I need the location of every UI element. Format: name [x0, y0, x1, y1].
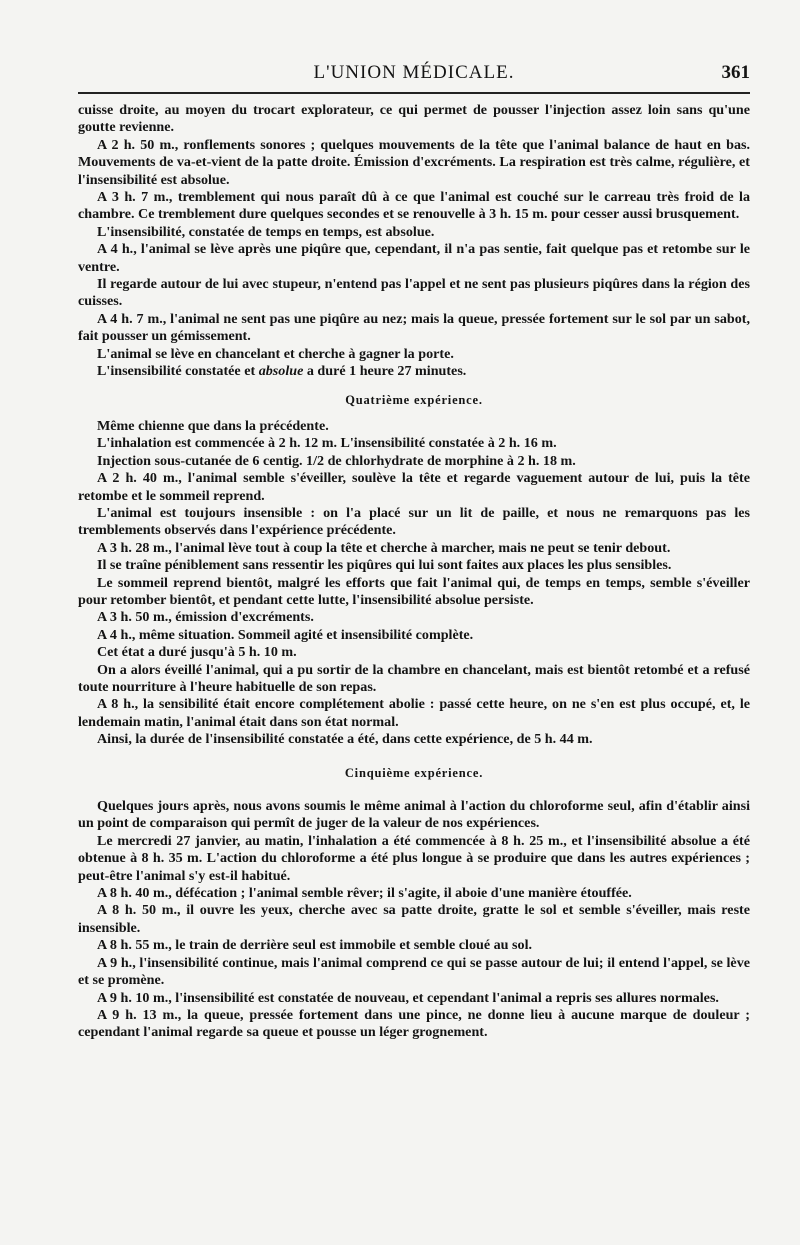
running-head	[78, 62, 750, 94]
paragraph: A 8 h. 50 m., il ouvre les yeux, cherche avec sa patte droite, gratte le sol et semble s'éveiller, mais reste insensible.	[78, 902, 750, 936]
paragraph: Injection sous-cutanée de 6 centig. 1/2 de chlorhydrate de morphine à 2 h. 18 m.	[97, 452, 576, 469]
paragraph: A 9 h. 10 m., l'insensibilité est constatée de nouveau, et cependant l'animal a repris ses allures normales.	[97, 989, 719, 1006]
emphasis: absolue	[258, 363, 304, 380]
section-heading-quatrieme: Quatrième expérience.	[345, 392, 483, 407]
paragraph: Le mercredi 27 janvier, au matin, l'inhalation a été commencée à 8 h. 25 m., et l'insensibilité absolue a été obtenue à 8 h. 35 m. L'action du chloroforme a été plus longue à se produire que dans les autres expériences ; peut-être l'animal s'y est-il habitué.	[78, 832, 750, 884]
paragraph: L'insensibilité, constatée de temps en temps, est absolue.	[97, 223, 435, 240]
paragraph: Le sommeil reprend bientôt, malgré les efforts que fait l'animal qui, de temps en temps, semble s'éveiller pour retomber bientôt, et pendant cette lutte, l'insensibilité absolue persiste.	[78, 574, 750, 608]
paragraph: L'inhalation est commencée à 2 h. 12 m. L'insensibilité constatée à 2 h. 16 m.	[97, 435, 557, 452]
paragraph: A 3 h. 7 m., tremblement qui nous paraît dû à ce que l'animal est couché sur le carreau très froid de la chambre. Ce tremblement dure quelques secondes et se renouvelle à 3 h. 15 m. pour cesser aussi brusquement.	[78, 189, 750, 223]
paragraph: A 4 h. 7 m., l'animal ne sent pas une piqûre au nez; mais la queue, pressée fortement sur le sol par un sabot, fait pousser un gémissement.	[78, 310, 750, 345]
paragraph: Il se traîne péniblement sans ressentir les piqûres qui lui sont faites aux places les plus sensibles.	[97, 557, 672, 574]
paragraph: L'animal est toujours insensible : on l'a placé sur un lit de paille, et nous ne remarquons pas les tremblements observés dans l'expérience précédente.	[78, 504, 750, 539]
journal-title: L'UNION MÉDICALE.	[313, 62, 515, 83]
paragraph: Même chienne que dans la précédente.	[97, 417, 329, 434]
paragraph: L'animal se lève en chancelant et cherche à gagner la porte.	[97, 345, 454, 362]
paragraph: A 4 h., même situation. Sommeil agité et insensibilité complète.	[97, 626, 474, 643]
text-run: L'insensibilité constatée et	[97, 363, 259, 380]
paragraph: A 8 h. 40 m., défécation ; l'animal semble rêver; il s'agite, il aboie d'une manière étouffée.	[97, 885, 632, 902]
paragraph: Ainsi, la durée de l'insensibilité constatée a été, dans cette expérience, de 5 h. 44 m.	[97, 731, 593, 748]
body-text	[78, 102, 750, 1042]
paragraph: On a alors éveillé l'animal, qui a pu sortir de la chambre en chancelant, mais est bientôt retombé et a refusé toute nourriture à l'heure habituelle de son repas.	[78, 661, 750, 695]
paragraph: A 2 h. 50 m., ronflements sonores ; quelques mouvements de la tête que l'animal balance de haut en bas. Mouvements de va-et-vient de la patte droite. Émission d'excréments. La respiration est très calme, régulière, et l'insensibilité est absolue.	[78, 136, 750, 188]
section-heading-cinquieme: Cinquième expérience.	[344, 765, 484, 780]
paragraph	[78, 363, 750, 380]
paragraph: A 9 h. 13 m., la queue, pressée fortement dans une pince, ne donne lieu à aucune marque de douleur ; cependant l'animal regarde sa queue et pousse un léger grognement.	[78, 1006, 750, 1041]
paragraph: A 3 h. 28 m., l'animal lève tout à coup la tête et cherche à marcher, mais ne peut se tenir debout.	[97, 539, 671, 556]
paragraph: A 4 h., l'animal se lève après une piqûre que, cependant, il n'a pas sentie, fait quelque pas et retombe sur le ventre.	[78, 241, 750, 275]
paragraph: Quelques jours après, nous avons soumis le même animal à l'action du chloroforme seul, afin d'établir ainsi un point de comparaison qui permît de juger de la valeur de nos expériences.	[78, 798, 750, 832]
paragraph: cuisse droite, au moyen du trocart explorateur, ce qui permet de pousser l'injection assez loin sans qu'une goutte revienne.	[78, 102, 750, 136]
paragraph: A 2 h. 40 m., l'animal semble s'éveiller, soulève la tête et regarde vaguement autour de lui, puis la tête retombe et le sommeil reprend.	[78, 470, 750, 504]
paragraph: Il regarde autour de lui avec stupeur, n'entend pas l'appel et ne sent pas plusieurs piqûres dans la région des cuisses.	[78, 276, 750, 310]
paragraph: A 3 h. 50 m., émission d'excréments.	[97, 609, 314, 626]
page-number: 361	[721, 62, 750, 83]
paragraph: A 9 h., l'insensibilité continue, mais l'animal comprend ce qui se passe autour de lui; il entend l'appel, se lève et se promène.	[78, 954, 750, 989]
paragraph: Cet état a duré jusqu'à 5 h. 10 m.	[97, 644, 297, 661]
paragraph: A 8 h. 55 m., le train de derrière seul est immobile et semble cloué au sol.	[97, 937, 533, 954]
text-run: a duré 1 heure 27 minutes.	[303, 363, 467, 380]
paragraph: A 8 h., la sensibilité était encore complétement abolie : passé cette heure, on ne s'en est plus occupé, et, le lendemain matin, l'animal était dans son état normal.	[78, 696, 750, 730]
